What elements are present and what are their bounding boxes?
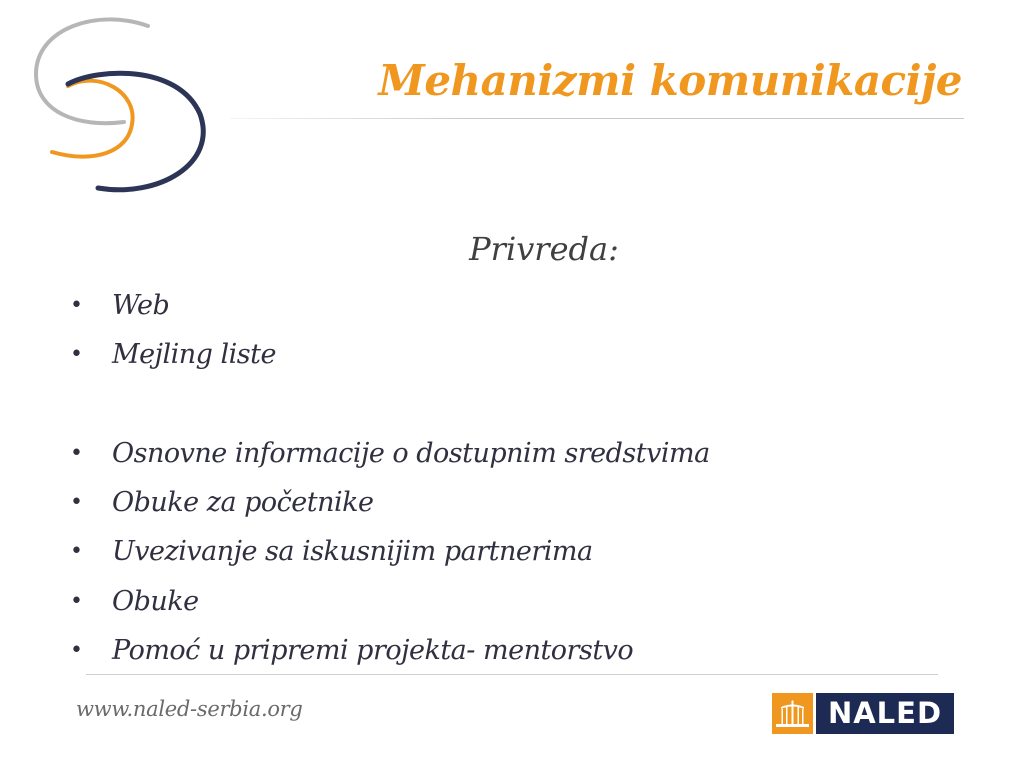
bullet-icon: • bbox=[70, 588, 83, 614]
list-item-text: Mejling liste bbox=[112, 339, 276, 371]
naled-logo bbox=[772, 693, 954, 734]
section-subtitle: Privreda: bbox=[469, 230, 619, 268]
naled-wordmark: NALED bbox=[816, 693, 954, 734]
bullet-icon: • bbox=[70, 293, 83, 318]
list-item-text: Osnovne informacije o dostupnim sredstvima bbox=[112, 437, 710, 469]
naled-icon bbox=[772, 693, 813, 734]
footer-website-link[interactable]: www.naled-serbia.org bbox=[76, 697, 303, 721]
bullet-icon: • bbox=[70, 342, 83, 368]
list-item-text: Pomoć u pripremi projekta- mentorstvo bbox=[112, 635, 634, 667]
page-title: Mehanizmi komunikacije bbox=[378, 56, 962, 105]
footer-divider bbox=[86, 674, 938, 675]
swirl-logo-icon bbox=[28, 14, 214, 200]
list-item-text: Uvezivanje sa iskusnijim partnerima bbox=[112, 536, 593, 568]
list-item-text: Obuke za početnike bbox=[112, 487, 374, 519]
title-divider bbox=[230, 118, 964, 119]
list-item-text: Web bbox=[112, 290, 170, 321]
bullet-icon: • bbox=[70, 490, 83, 516]
bullet-icon: • bbox=[70, 440, 83, 466]
bullet-icon: • bbox=[70, 539, 83, 565]
list-item-text: Obuke bbox=[112, 585, 199, 617]
bullet-icon: • bbox=[70, 638, 83, 664]
